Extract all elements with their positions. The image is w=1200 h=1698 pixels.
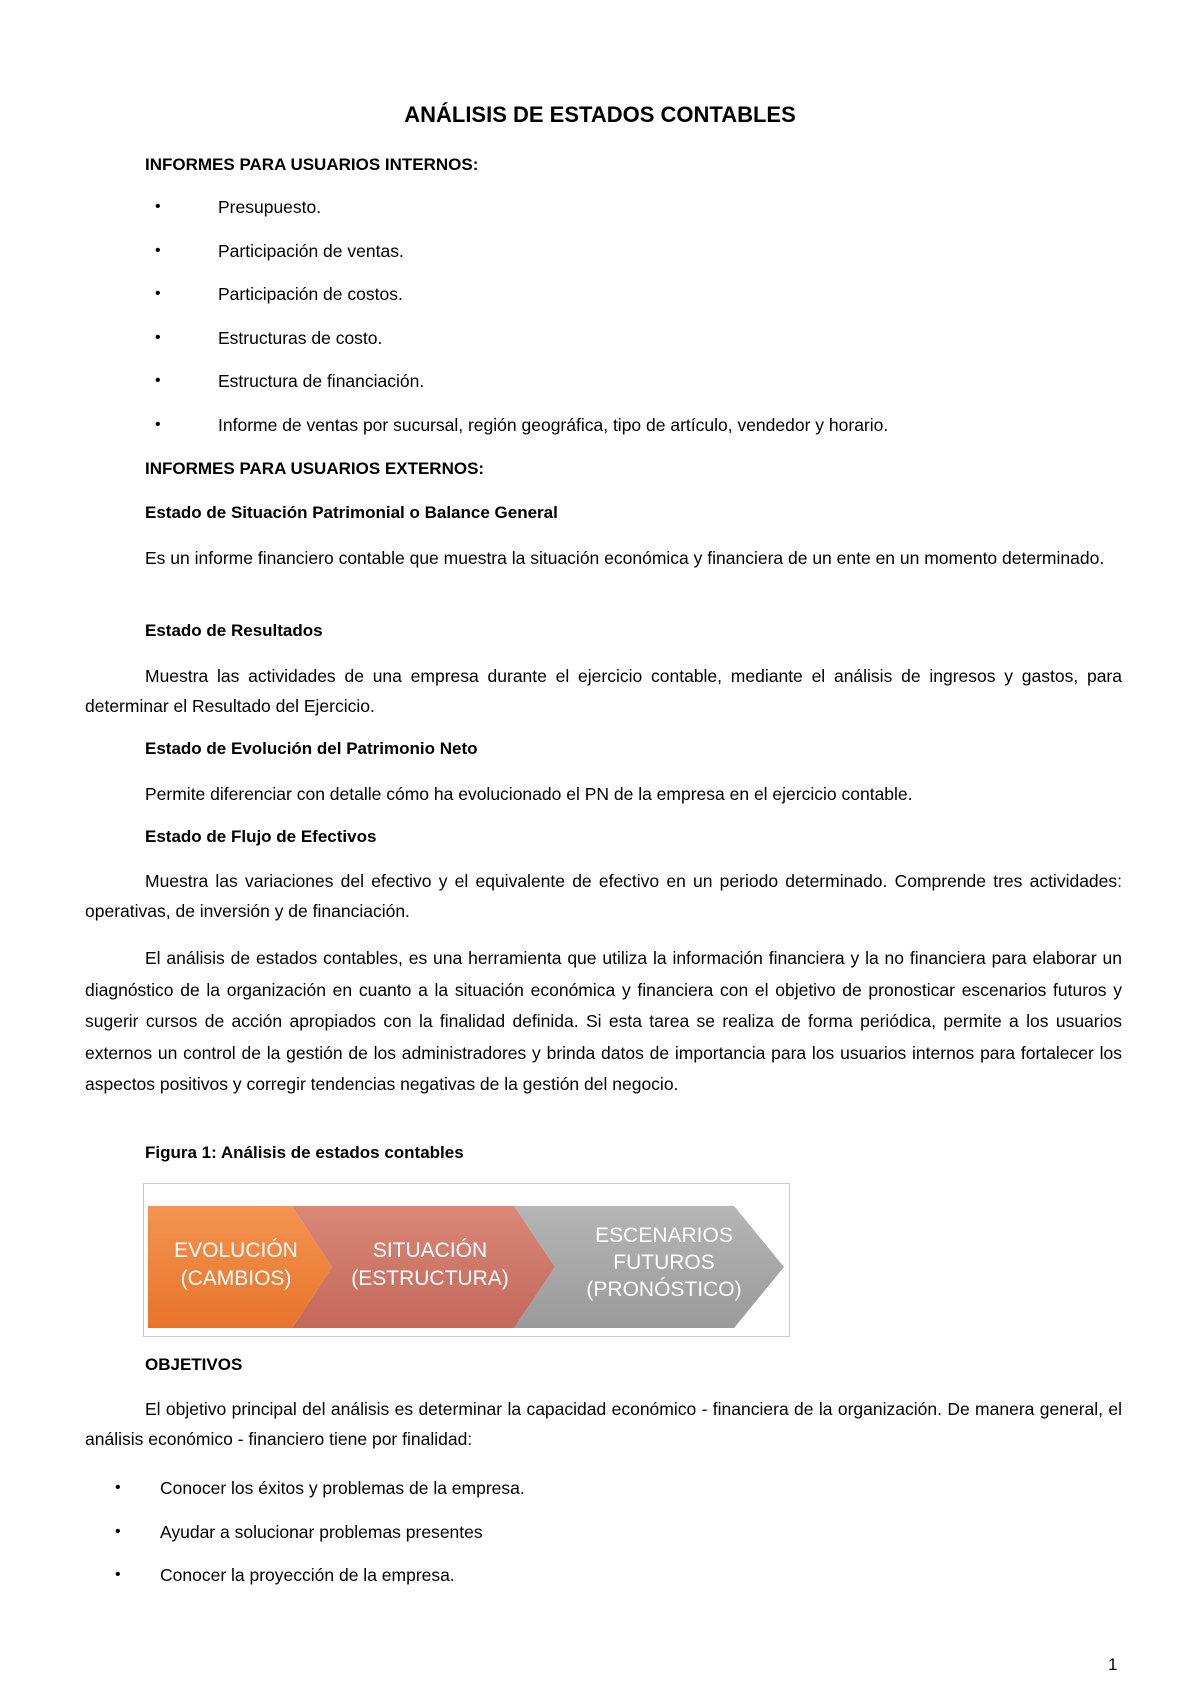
list-item: • Conocer los éxitos y problemas de la empresa.: [115, 1478, 525, 1498]
document-title: ANÁLISIS DE ESTADOS CONTABLES: [404, 102, 796, 127]
bullet-icon: •: [155, 415, 161, 433]
step-label: FUTUROS: [613, 1251, 715, 1274]
bullet-icon: •: [155, 285, 161, 302]
step-label: (PRONÓSTICO): [586, 1278, 742, 1301]
list-item: • Ayudar a solucionar problemas presentes: [115, 1521, 483, 1542]
step-label: ESCENARIOS: [595, 1224, 733, 1247]
step-label: (ESTRUCTURA): [351, 1267, 509, 1290]
step-label: EVOLUCIÓN: [174, 1239, 298, 1262]
list-item: • Estructuras de costo.: [155, 327, 383, 348]
external-users-heading: INFORMES PARA USUARIOS EXTERNOS:: [145, 459, 485, 478]
bullet-icon: •: [155, 241, 161, 259]
list-item: • Estructura de financiación.: [155, 371, 425, 391]
list-item: • Informe de ventas por sucursal, región geográfica, tipo de artículo, vendedor y horario.: [155, 414, 889, 435]
process-arrows: [144, 1184, 789, 1336]
section-paragraph: Es un informe financiero contable que muestra la situación económica y financiera de un ente en un momento determinado.: [145, 548, 1105, 568]
list-item: • Presupuesto.: [155, 197, 322, 217]
section-heading: Estado de Resultados: [145, 621, 323, 640]
analysis-paragraph: El análisis de estados contables, es una herramienta que utiliza la información financiera y la no financiera para elaborar un diagnóstico de la organización en cuanto a la situación económica y financiera con el objetivo de pronosticar escenarios futuros y sugerir cursos de acción apropiados con la finalidad definida. Si esta tarea se realiza de forma periódica, permite a los usuarios externos un control de la gestión de los administradores y brinda datos de importancia para los usuarios internos para fortalecer los aspectos positivos y corregir tendencias negativas de la gestión del negocio.: [85, 948, 1122, 1094]
section-paragraph: Permite diferenciar con detalle cómo ha evolucionado el PN de la empresa en el ejercicio contable.: [145, 784, 913, 804]
process-figure: [143, 1183, 790, 1337]
objectives-heading: OBJETIVOS: [145, 1355, 243, 1374]
section-paragraph: Muestra las variaciones del efectivo y el equivalente de efectivo en un periodo determinado. Comprende tres actividades: operativas, de inversión y de financiación.: [85, 871, 1122, 921]
bullet-icon: •: [155, 372, 161, 389]
section-heading: Estado de Evolución del Patrimonio Neto: [145, 739, 478, 758]
figure-caption: Figura 1: Análisis de estados contables: [145, 1143, 464, 1162]
objectives-paragraph: El objetivo principal del análisis es determinar la capacidad económico - financiera de la organización. De manera general, el análisis económico - financiero tiene por finalidad:: [85, 1399, 1122, 1449]
list-item: • Conocer la proyección de la empresa.: [115, 1565, 455, 1585]
page-number: 1: [1108, 1655, 1118, 1674]
step-label: SITUACIÓN: [372, 1239, 488, 1262]
section-heading: Estado de Situación Patrimonial o Balance General: [145, 503, 558, 522]
internal-reports-list: [155, 195, 889, 456]
bullet-icon: •: [115, 1479, 121, 1496]
objectives-list: [115, 1476, 525, 1607]
bullet-icon: •: [155, 198, 161, 215]
section-heading: Estado de Flujo de Efectivos: [145, 827, 377, 846]
list-item: • Participación de costos.: [155, 284, 403, 304]
bullet-icon: •: [115, 1522, 121, 1540]
internal-users-heading: INFORMES PARA USUARIOS INTERNOS:: [145, 155, 479, 174]
bullet-icon: •: [155, 328, 161, 346]
section-paragraph: Muestra las actividades de una empresa durante el ejercicio contable, mediante el análisis de ingresos y gastos, para determinar el Resultado del Ejercicio.: [85, 666, 1122, 716]
list-item: • Participación de ventas.: [155, 240, 404, 261]
step-label: (CAMBIOS): [180, 1267, 292, 1290]
bullet-icon: •: [115, 1566, 121, 1583]
